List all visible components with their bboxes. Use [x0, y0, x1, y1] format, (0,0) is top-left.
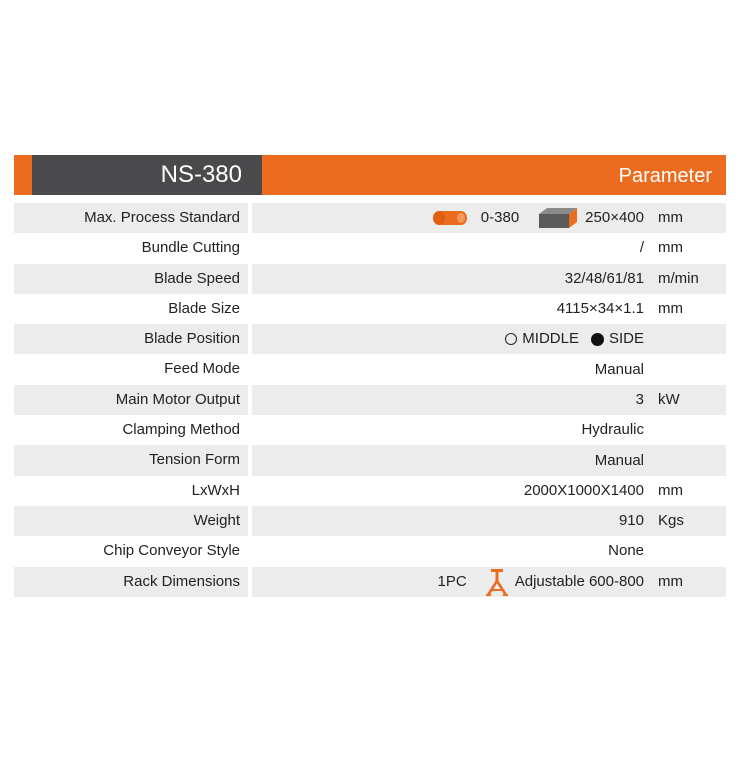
spec-table	[14, 203, 726, 597]
radio-filled-icon	[591, 333, 604, 346]
spec-label: Bundle Cutting	[141, 239, 240, 257]
model-name: NS-380	[32, 155, 262, 195]
spec-row-blade-size	[14, 294, 726, 324]
spec-unit: Kgs	[658, 511, 684, 529]
spec-value: /	[639, 239, 644, 257]
spec-label: Weight	[14, 506, 248, 536]
spec-row-main-motor	[14, 385, 726, 415]
spec-label: Clamping Method	[122, 421, 240, 439]
spec-value	[431, 203, 644, 233]
spec-row-blade-speed	[14, 264, 726, 294]
spec-row-clamping	[14, 415, 726, 445]
rack-adjustable-range: Adjustable 600-800	[514, 572, 644, 590]
blade-position-side: SIDE	[608, 330, 644, 348]
spec-label: Main Motor Output	[14, 385, 248, 415]
spec-value: Hydraulic	[581, 421, 644, 439]
spec-row-bundle-cutting	[14, 233, 726, 263]
spec-unit: mm	[658, 481, 683, 499]
spec-value	[505, 324, 644, 354]
spec-label: Max. Process Standard	[14, 203, 248, 233]
spec-row-dimensions	[14, 476, 726, 506]
spec-row-rack-dimensions	[14, 567, 726, 597]
parameter-title: Parameter	[618, 165, 712, 187]
spec-label: Chip Conveyor Style	[103, 542, 240, 560]
spec-value: 910	[618, 512, 644, 530]
spec-value: Manual	[594, 451, 644, 469]
spec-unit: mm	[658, 572, 683, 590]
spec-row-max-process	[14, 203, 726, 233]
spec-unit: mm	[658, 209, 683, 226]
spec-unit: mm	[658, 299, 683, 317]
spec-label: Blade Size	[168, 299, 240, 317]
blade-position-middle: MIDDLE	[522, 330, 579, 348]
spec-value: 3	[635, 390, 644, 408]
spec-header	[14, 155, 726, 195]
spec-unit: m/min	[658, 269, 699, 287]
square-bar-icon	[537, 207, 579, 229]
radio-empty-icon	[505, 333, 517, 345]
spec-label: Feed Mode	[164, 360, 240, 378]
spec-value	[438, 567, 644, 597]
spec-sheet	[14, 155, 726, 597]
spec-row-blade-position	[14, 324, 726, 354]
round-bar-icon	[431, 208, 469, 228]
square-capacity: 250×400	[585, 209, 644, 227]
spec-row-tension-form	[14, 445, 726, 475]
spec-row-weight	[14, 506, 726, 536]
spec-value: 4115×34×1.1	[556, 300, 644, 318]
rack-quantity: 1PC	[437, 572, 467, 590]
spec-row-feed-mode	[14, 354, 726, 384]
spec-label: Tension Form	[14, 445, 248, 475]
round-capacity: 0-380	[480, 209, 520, 227]
spec-row-chip-conveyor	[14, 536, 726, 566]
spec-unit: kW	[658, 390, 680, 408]
rack-stand-icon	[485, 567, 509, 597]
spec-label: LxWxH	[191, 481, 240, 499]
spec-label: Blade Position	[14, 324, 248, 354]
spec-label: Rack Dimensions	[14, 567, 248, 597]
spec-value: None	[608, 542, 644, 560]
spec-value: 32/48/61/81	[564, 269, 644, 287]
spec-unit: mm	[658, 239, 683, 257]
spec-value: Manual	[594, 360, 644, 378]
spec-value: 2000X1000X1400	[523, 481, 644, 499]
spec-label: Blade Speed	[14, 264, 248, 294]
